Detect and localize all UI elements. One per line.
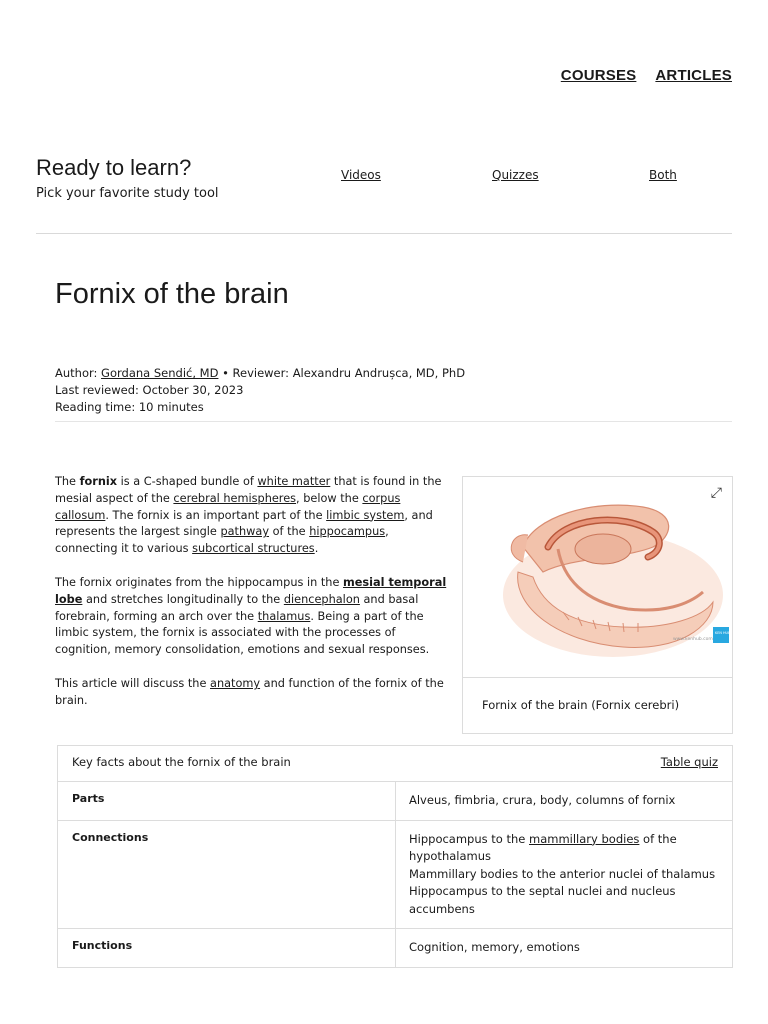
text: . bbox=[314, 542, 319, 556]
text: of the bbox=[269, 525, 310, 539]
text: Mammillary bodies to the anterior nuclei of thalamus bbox=[409, 866, 716, 881]
expand-icon[interactable]: ⤢ bbox=[710, 485, 722, 501]
paragraph-scope bbox=[55, 676, 448, 710]
row-label: Parts bbox=[58, 782, 396, 820]
link-hippocampus[interactable]: hippocampus bbox=[309, 525, 386, 539]
divider bbox=[36, 233, 732, 234]
link-cerebral-hemispheres[interactable]: cerebral hemispheres bbox=[173, 491, 297, 505]
author-link[interactable]: Gordana Sendić, MD bbox=[101, 366, 219, 380]
text: The bbox=[55, 475, 80, 488]
text: and function of the fornix of the brain. bbox=[55, 676, 444, 707]
link-pathway[interactable]: pathway bbox=[220, 525, 269, 539]
table-row bbox=[58, 929, 732, 967]
last-reviewed: Last reviewed: October 30, 2023 bbox=[55, 383, 244, 397]
reading-time: Reading time: 10 minutes bbox=[55, 400, 204, 414]
link-anatomy[interactable]: anatomy bbox=[210, 676, 261, 690]
table-row bbox=[58, 782, 732, 821]
study-subheading: Pick your favorite study tool bbox=[36, 186, 219, 201]
table-row bbox=[58, 821, 732, 930]
row-label: Connections bbox=[58, 821, 396, 929]
link-limbic-system[interactable]: limbic system bbox=[326, 508, 405, 522]
text: of the hypothalamus bbox=[409, 831, 677, 863]
row-value: Alveus, fimbria, crura, body, columns of fornix bbox=[409, 793, 676, 807]
key-facts-title: Key facts about the fornix of the brain bbox=[72, 755, 291, 769]
figure-card bbox=[462, 476, 733, 734]
text: Hippocampus to the bbox=[409, 831, 530, 846]
text: and stretches longitudinally to the bbox=[82, 592, 284, 606]
study-videos-link[interactable]: Videos bbox=[341, 168, 381, 182]
key-facts-header bbox=[58, 746, 732, 782]
link-corpus-callosum[interactable]: corpus callosum bbox=[55, 491, 401, 522]
text: Hippocampus to the septal nuclei and nucleus accumbens bbox=[409, 884, 676, 916]
text: , connecting it to various bbox=[55, 525, 389, 556]
text: . The fornix is an important part of the bbox=[105, 508, 327, 522]
link-diencephalon[interactable]: diencephalon bbox=[283, 592, 360, 606]
key-facts-table bbox=[57, 745, 733, 968]
top-nav bbox=[561, 67, 732, 84]
row-value: Cognition, memory, emotions bbox=[409, 940, 580, 954]
link-subcortical-structures[interactable]: subcortical structures bbox=[192, 542, 315, 556]
table-quiz-link[interactable]: Table quiz bbox=[660, 755, 718, 769]
row-label: Functions bbox=[58, 929, 396, 967]
article-body bbox=[55, 474, 448, 727]
nav-courses-link[interactable]: COURSES bbox=[560, 67, 637, 84]
text: that is found in the mesial aspect of the bbox=[55, 475, 442, 505]
author-label: Author: bbox=[55, 366, 102, 380]
study-tool-promo bbox=[36, 155, 219, 201]
text: . Being a part of the limbic system, the fornix is associated with the processes of cognition, memory consolidation, emotions and sexual responses. bbox=[55, 609, 430, 657]
term-fornix: fornix bbox=[79, 475, 118, 488]
article-meta bbox=[55, 365, 465, 416]
text: is a C-shaped bundle of bbox=[117, 475, 258, 488]
fornix-illustration[interactable] bbox=[463, 477, 732, 677]
figure-caption: Fornix of the brain (Fornix cerebri) bbox=[463, 677, 732, 734]
link-white-matter[interactable]: white matter bbox=[257, 475, 331, 488]
link-thalamus[interactable]: thalamus bbox=[257, 609, 311, 623]
kenhub-logo bbox=[713, 627, 729, 643]
divider bbox=[55, 421, 732, 422]
watermark-text: www.kenhub.com bbox=[673, 637, 713, 642]
study-quizzes-link[interactable]: Quizzes bbox=[492, 168, 539, 182]
brain-illustration bbox=[463, 477, 732, 677]
text: The fornix originates from the hippocampus in the bbox=[55, 575, 343, 589]
reviewer-text: • Reviewer: Alexandru Andrușca, MD, PhD bbox=[218, 366, 466, 380]
text: This article will discuss the bbox=[55, 676, 211, 690]
paragraph-origin bbox=[55, 575, 448, 659]
kenhub-logo-text: KEN HUB bbox=[715, 631, 731, 635]
paragraph-intro bbox=[55, 474, 448, 558]
row-value bbox=[396, 821, 732, 929]
text: and basal forebrain, forming an arch over the bbox=[55, 592, 419, 623]
page-title: Fornix of the brain bbox=[55, 278, 289, 310]
text: , below the bbox=[296, 491, 363, 505]
link-mesial-temporal-lobe[interactable]: mesial temporal lobe bbox=[55, 575, 447, 606]
text: , and represents the largest single bbox=[55, 508, 433, 539]
study-both-link[interactable]: Both bbox=[649, 168, 677, 182]
nav-articles-link[interactable]: ARTICLES bbox=[655, 67, 732, 84]
link-mammillary-bodies[interactable]: mammillary bodies bbox=[529, 831, 640, 846]
study-heading: Ready to learn? bbox=[36, 155, 192, 180]
